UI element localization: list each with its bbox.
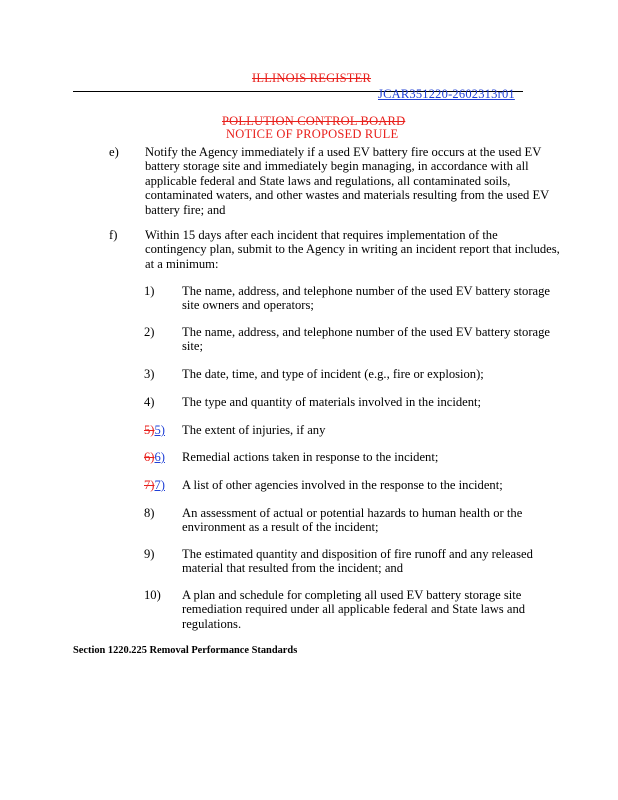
item-number-revised xyxy=(144,478,165,492)
paragraph-line: Within 15 days after each incident that requires implementation of the xyxy=(145,228,498,242)
paragraph-line: battery fire; and xyxy=(145,202,226,217)
item-number: 1) xyxy=(144,284,155,298)
paragraph-label-e: e) xyxy=(109,145,119,159)
item-number: 10) xyxy=(144,588,161,602)
list-item xyxy=(182,423,582,437)
item-line: regulations. xyxy=(182,616,242,631)
item-line: A list of other agencies involved in the response to the incident; xyxy=(182,478,503,492)
list-item xyxy=(182,367,582,381)
item-number: 2) xyxy=(144,325,155,339)
deleted-number: 7) xyxy=(144,478,155,492)
item-line: environment as a result of the incident; xyxy=(182,520,379,535)
list-item xyxy=(182,450,582,464)
item-number-revised xyxy=(144,450,165,464)
paragraph-line: contaminated waters, and other wastes and materials resulting from the used EV xyxy=(145,188,550,203)
list-item xyxy=(182,395,582,409)
item-line: Remedial actions taken in response to the incident; xyxy=(182,450,439,464)
item-line: The extent of injuries, if any xyxy=(182,423,326,437)
item-line: The date, time, and type of incident (e.g., fire or explosion); xyxy=(182,367,484,381)
paragraph-line: battery storage site and immediately begin managing, in accordance with all xyxy=(145,159,529,174)
section-heading: Section 1220.225 Removal Performance Standards xyxy=(73,645,298,656)
inserted-number: 7) xyxy=(154,478,165,492)
paragraph-e xyxy=(145,145,585,217)
item-line: site; xyxy=(182,339,203,354)
register-title: ILLINOIS REGISTER xyxy=(252,71,372,85)
item-line: site owners and operators; xyxy=(182,298,314,313)
item-line: The name, address, and telephone number of the used EV battery storage xyxy=(182,325,551,339)
item-number: 8) xyxy=(144,506,155,520)
list-item xyxy=(182,284,582,313)
paragraph-line: applicable federal and State laws and regulations, all contaminated soils, xyxy=(145,173,511,188)
list-item xyxy=(182,547,582,576)
inserted-number: 5) xyxy=(154,423,165,437)
item-line: remediation required under all applicable federal and State laws and xyxy=(182,602,526,617)
item-line: The type and quantity of materials involved in the incident; xyxy=(182,395,482,409)
list-item xyxy=(182,325,582,354)
item-line: An assessment of actual or potential hazards to human health or the xyxy=(182,506,523,520)
list-item xyxy=(182,506,582,535)
board-name: POLLUTION CONTROL BOARD xyxy=(222,114,406,128)
inserted-number: 6) xyxy=(154,450,165,464)
paragraph-line: at a minimum: xyxy=(145,256,219,271)
item-number: 9) xyxy=(144,547,155,561)
item-line: The estimated quantity and disposition of fire runoff and any released xyxy=(182,547,533,561)
deleted-number: 6) xyxy=(144,450,155,464)
paragraph-line: contingency plan, submit to the Agency in writing an incident report that includes, xyxy=(145,242,560,257)
item-number: 4) xyxy=(144,395,155,409)
item-line: The name, address, and telephone number of the used EV battery storage xyxy=(182,284,551,298)
item-line: material that resulted from the incident; and xyxy=(182,561,404,576)
item-number: 3) xyxy=(144,367,155,381)
paragraph-line: Notify the Agency immediately if a used EV battery fire occurs at the used EV xyxy=(145,145,542,159)
list-item xyxy=(182,588,582,631)
notice-title: NOTICE OF PROPOSED RULE xyxy=(226,127,399,141)
item-line: A plan and schedule for completing all used EV battery storage site xyxy=(182,588,522,602)
deleted-number: 5) xyxy=(144,423,155,437)
item-number-revised xyxy=(144,423,165,437)
list-item xyxy=(182,478,582,492)
paragraph-label-f: f) xyxy=(109,228,118,242)
jcar-id: JCAR351220-2602313r01 xyxy=(378,87,515,101)
paragraph-f xyxy=(145,228,585,271)
